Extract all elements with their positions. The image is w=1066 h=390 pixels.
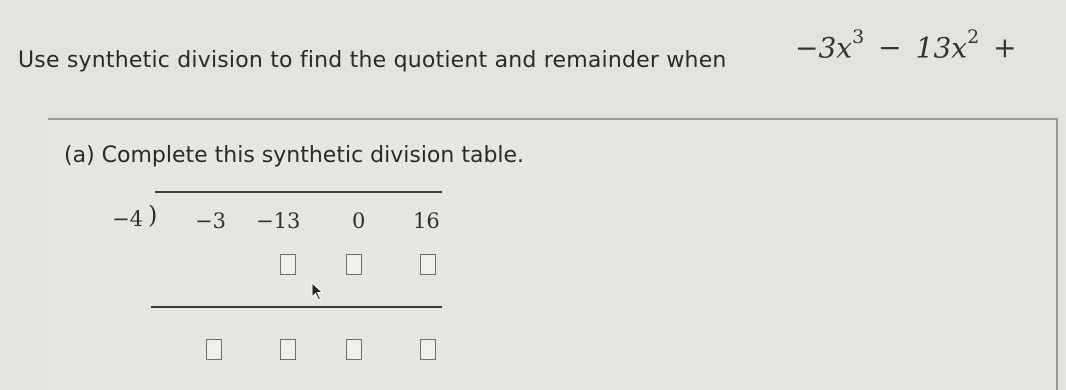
middle-row-input-2[interactable] [280, 254, 296, 275]
coefficient-4: 16 [413, 209, 440, 233]
result-separator-line [151, 306, 442, 308]
coefficient-1: −3 [195, 209, 226, 233]
polynomial-exponent-1: 3 [852, 26, 865, 48]
bottom-row-input-4[interactable] [420, 339, 436, 360]
polynomial-exponent-2: 2 [967, 26, 980, 48]
question-text: Use synthetic division to find the quotient and remainder when [18, 48, 727, 73]
coefficient-2: −13 [256, 209, 301, 233]
division-paren: ) [148, 201, 158, 229]
polynomial-expression [795, 26, 1031, 65]
part-a-title: (a) Complete this synthetic division table. [64, 143, 525, 168]
bottom-row-input-1[interactable] [206, 339, 222, 360]
polynomial-term-2: 13x [915, 31, 968, 65]
mouse-pointer-icon [311, 282, 327, 302]
division-bar [155, 191, 442, 193]
middle-row-input-3[interactable] [346, 254, 362, 275]
polynomial-minus: − [878, 31, 902, 65]
middle-row-input-4[interactable] [420, 254, 436, 275]
bottom-row-input-2[interactable] [280, 339, 296, 360]
polynomial-plus: + [993, 31, 1017, 65]
bottom-row-input-3[interactable] [346, 339, 362, 360]
coefficient-3: 0 [352, 209, 366, 233]
divisor-value: −4 [112, 207, 143, 231]
polynomial-term-1: −3x [795, 31, 853, 65]
